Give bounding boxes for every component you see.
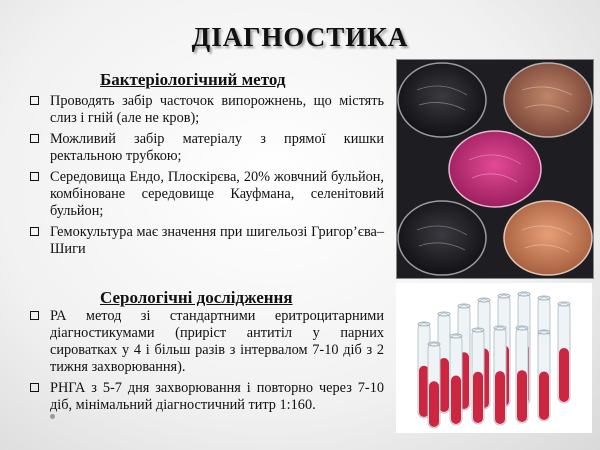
slide-dot	[50, 414, 55, 419]
checkbox-bullet-icon	[30, 311, 39, 320]
checkbox-bullet-icon	[30, 172, 39, 181]
blood-sample	[473, 372, 483, 423]
list-item	[28, 93, 384, 127]
petri-dish	[398, 63, 486, 137]
test-tubes-image	[396, 283, 592, 433]
slide-title: ДІАГНОСТИКА	[191, 22, 409, 52]
list-item-text: РНГА з 5-7 дня захворювання і повторно через 7-10 діб, мінімальний діагностичний титр 1:160.	[50, 380, 384, 413]
list-item	[28, 224, 384, 258]
petri-dish	[398, 201, 486, 275]
checkbox-bullet-icon	[30, 383, 39, 392]
list-item-text: Можливий забір матеріалу з прямої кишки ректальною трубкою;	[50, 131, 384, 164]
petri-dishes-photo	[396, 59, 594, 279]
petri-dishes-image	[397, 60, 593, 278]
petri-dish	[449, 131, 541, 207]
list-item-text: Середовища Ендо, Плоскірєва, 20% жовчний бульйон, комбіноване середовище Кауфмана, селенітовий бульйон;	[50, 169, 384, 219]
list-item	[28, 169, 384, 220]
bacteriological-list	[28, 93, 384, 262]
serological-list	[28, 308, 384, 418]
blood-sample	[451, 376, 461, 425]
section-heading-serological: Серологічні дослідження	[100, 288, 293, 307]
checkbox-bullet-icon	[30, 227, 39, 236]
list-item	[28, 308, 384, 376]
list-item-text: Проводять забір часточок випорожнень, що містять слиз і гній (але не кров);	[50, 93, 384, 126]
blood-sample	[495, 371, 505, 424]
petri-dish	[504, 201, 592, 275]
blood-sample	[429, 381, 439, 427]
checkbox-bullet-icon	[30, 134, 39, 143]
list-item-text: РА метод зі стандартними еритроцитарними діагностикумами (приріст антитіл у парних сироватках у 4 і більш разів з інтервалом 7-10 діб з 2 тижня захворювання).	[50, 308, 384, 375]
blood-sample	[517, 370, 527, 422]
test-tubes-photo	[396, 283, 592, 433]
petri-dish	[504, 63, 592, 137]
list-item	[28, 380, 384, 414]
checkbox-bullet-icon	[30, 96, 39, 105]
blood-sample	[539, 372, 549, 421]
list-item-text: Гемокультура має значення при шигельозі Григор’єва–Шиги	[50, 224, 384, 257]
section-heading-bacteriological: Бактеріологічний метод	[100, 70, 286, 89]
blood-sample	[559, 348, 569, 402]
list-item	[28, 131, 384, 165]
